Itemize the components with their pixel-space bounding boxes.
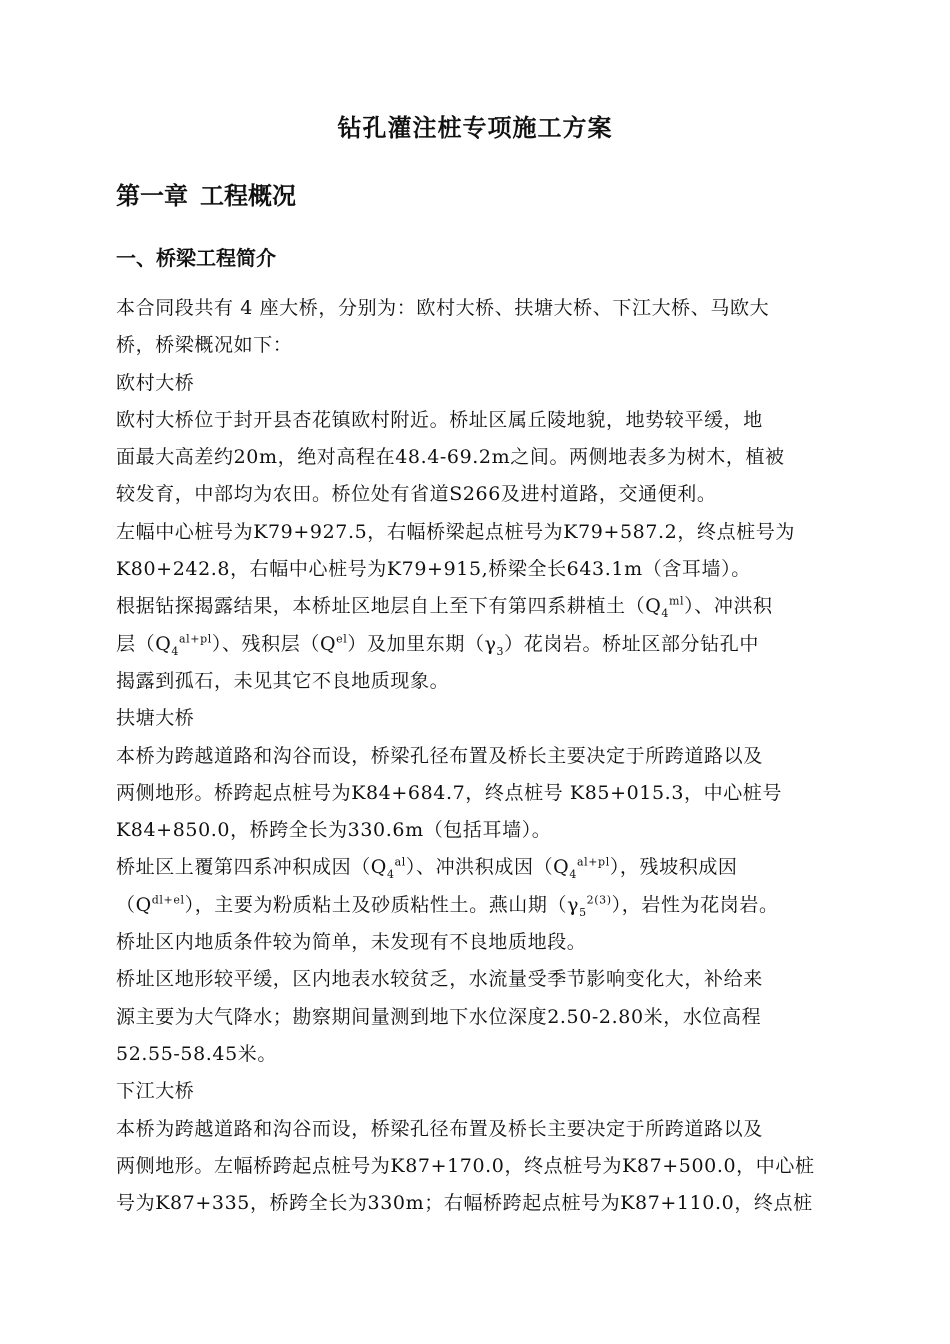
text-run: ），残坡积成因 <box>609 856 738 879</box>
superscript: 2(3) <box>586 893 612 907</box>
paragraph-line <box>116 849 868 886</box>
paragraph-line: 号为K87+335，桥跨全长为330m；右幅桥跨起点桩号为K87+110.0，终点桩 <box>116 1192 813 1215</box>
bridge-name-xiajiang: 下江大桥 <box>116 1080 195 1103</box>
paragraph-line <box>116 626 868 663</box>
subscript: 4 <box>661 607 669 621</box>
chapter-heading <box>116 176 296 216</box>
text-run: （Q <box>116 893 152 916</box>
text-run: ），主要为粉质粘土及砂质粘性土。燕山期（γ <box>184 893 580 916</box>
paragraph-line: 桥址区内地质条件较为简单，未发现有不良地质地段。 <box>116 931 587 954</box>
text-run: 层（Q <box>116 632 172 655</box>
text-run: ）及加里东期（γ <box>347 632 497 655</box>
chapter-name: 工程概况 <box>200 182 296 210</box>
paragraph-line: 本合同段共有 4 座大桥，分别为：欧村大桥、扶塘大桥、下江大桥、马欧大 <box>116 297 770 319</box>
subscript: 3 <box>496 644 505 658</box>
text-run: ）、冲洪积成因（Q <box>405 856 570 879</box>
bridge-name-futang: 扶塘大桥 <box>116 707 195 730</box>
paragraph-line: 面最大高差约20m，绝对高程在48.4-69.2m之间。两侧地表多为树木，植被 <box>116 446 785 469</box>
paragraph-line <box>116 588 868 625</box>
section-heading: 一、桥梁工程简介 <box>116 246 276 270</box>
paragraph-line <box>116 887 868 924</box>
paragraph-line: 桥，桥梁概况如下： <box>116 334 293 357</box>
paragraph-line: 欧村大桥位于封开县杏花镇欧村附近。桥址区属丘陵地貌，地势较平缓，地 <box>116 408 763 431</box>
paragraph-line: 源主要为大气降水；勘察期间量测到地下水位深度2.50-2.80米，水位高程 <box>116 1005 762 1028</box>
text-run: ）、冲洪积 <box>684 595 773 618</box>
bridge-name-oucun: 欧村大桥 <box>116 371 195 394</box>
superscript: al <box>394 856 406 870</box>
paragraph-line: 揭露到孤石，未见其它不良地质现象。 <box>116 669 450 692</box>
paragraph-line: 52.55-58.45米。 <box>116 1042 278 1065</box>
paragraph-line: 本桥为跨越道路和沟谷而设，桥梁孔径布置及桥长主要决定于所跨道路以及 <box>116 1117 763 1140</box>
text-run: ）、残积层（Q <box>211 632 337 655</box>
paragraph-line: 桥址区地形较平缓，区内地表水较贫乏，水流量受季节影响变化大，补给来 <box>116 968 763 991</box>
superscript: el <box>336 632 348 646</box>
paragraph-line: 较发育，中部均为农田。桥位处有省道S266及进村道路，交通便利。 <box>116 483 717 506</box>
paragraph-line: 两侧地形。桥跨起点桩号为K84+684.7，终点桩号 K85+015.3，中心桩号 <box>116 781 783 804</box>
text-run: 桥址区上覆第四系冲积成因（Q <box>116 856 387 879</box>
subscript: 4 <box>171 644 179 658</box>
document-title: 钻孔灌注桩专项施工方案 <box>337 113 613 142</box>
paragraph-line: 左幅中心桩号为K79+927.5，右幅桥梁起点桩号为K79+587.2，终点桩号为 <box>116 520 795 543</box>
superscript: dl+el <box>151 893 185 907</box>
subscript: 5 <box>579 905 587 919</box>
paragraph-line: 两侧地形。左幅桥跨起点桩号为K87+170.0，终点桩号为K87+500.0，中心桩 <box>116 1154 815 1177</box>
paragraph-line: K80+242.8，右幅中心桩号为K79+915,桥梁全长643.1m（含耳墙）。 <box>116 558 751 581</box>
superscript: ml <box>669 595 685 609</box>
superscript: al+pl <box>576 856 610 870</box>
chapter-number: 第一章 <box>116 182 188 210</box>
paragraph-line: K84+850.0，桥跨全长为330.6m（包括耳墙）。 <box>116 819 552 842</box>
superscript: al+pl <box>179 632 212 646</box>
subscript: 4 <box>569 868 577 882</box>
paragraph-line: 本桥为跨越道路和沟谷而设，桥梁孔径布置及桥长主要决定于所跨道路以及 <box>116 744 763 767</box>
text-run: ），岩性为花岗岩。 <box>611 893 779 916</box>
body-text <box>116 290 868 1222</box>
text-run: ）花岗岩。桥址区部分钻孔中 <box>504 632 759 655</box>
subscript: 4 <box>386 868 395 882</box>
text-run: 根据钻探揭露结果，本桥址区地层自上至下有第四系耕植土（Q <box>116 595 662 618</box>
